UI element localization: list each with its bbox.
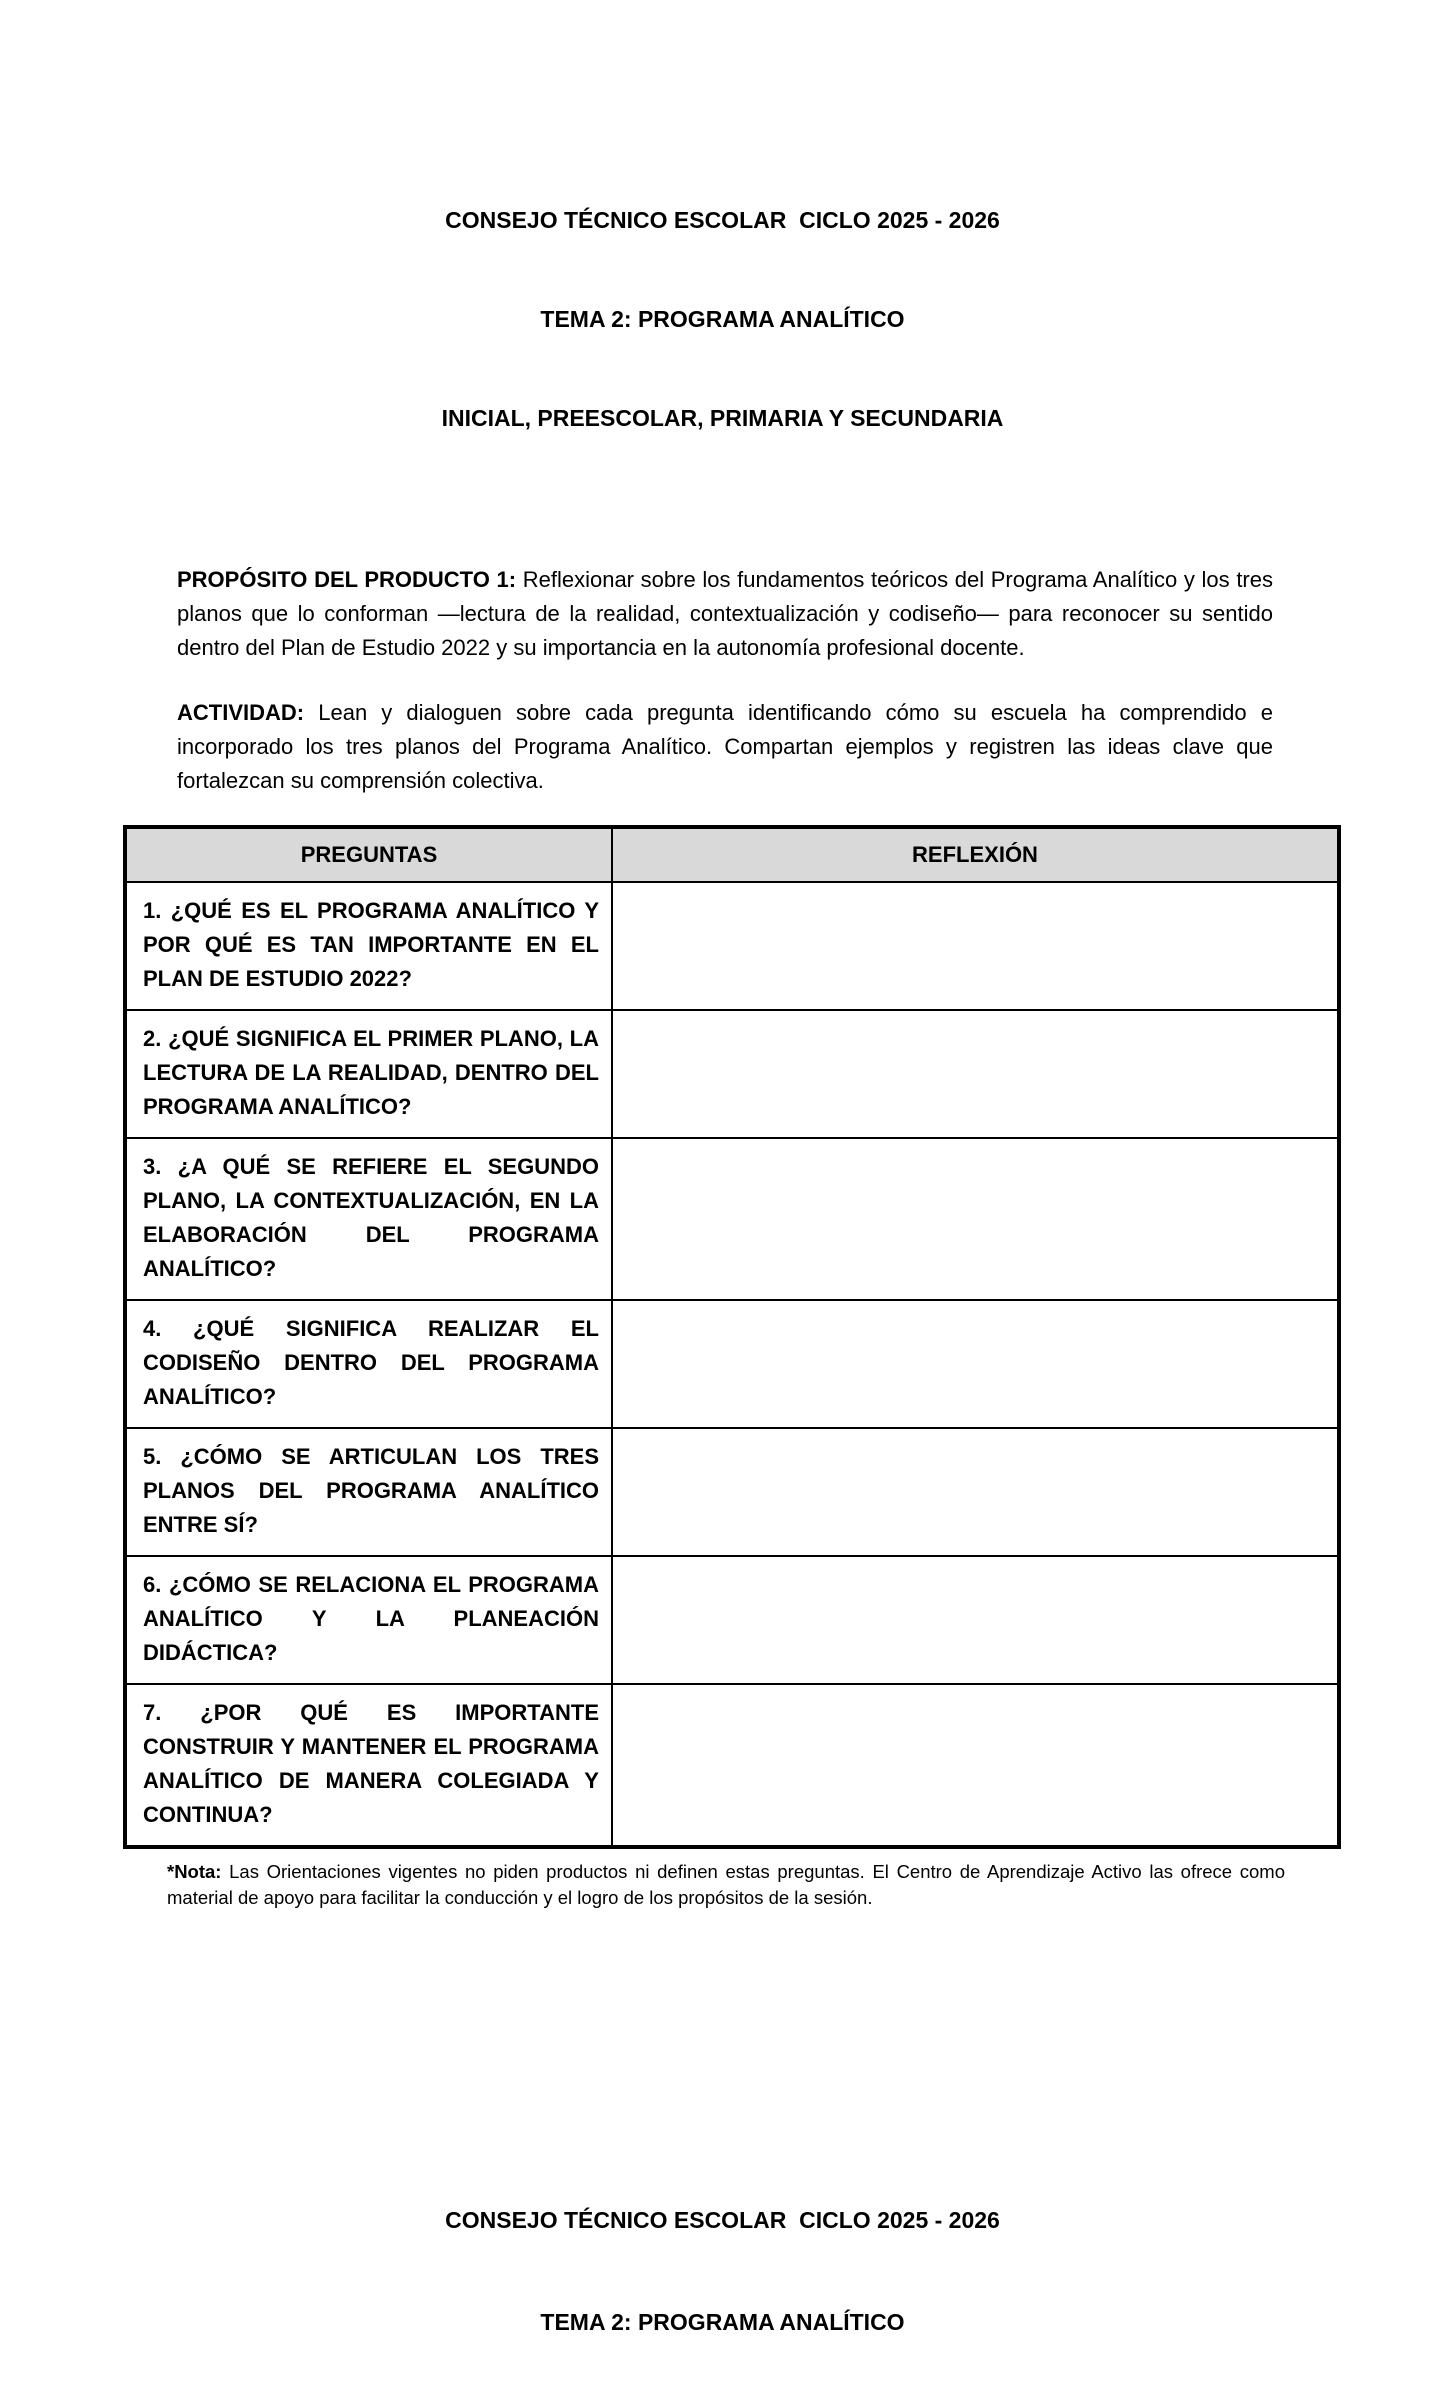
reflexion-cell-4[interactable] [612,1300,1339,1428]
table-row [125,1428,1339,1556]
actividad-label: ACTIVIDAD: [177,700,305,725]
header-title-line-1: CONSEJO TÉCNICO ESCOLAR CICLO 2025 - 2026 [445,207,1000,233]
reflexion-cell-7[interactable] [612,1684,1339,1847]
footnote-text: Las Orientaciones vigentes no piden productos ni definen estas preguntas. El Centro de Aprendizaje Activo las ofrece como material de apoyo para facilitar la conducción y el logro de los propósitos de la sesión. [167,1861,1285,1908]
pregunta-cell-2: 2. ¿QUÉ SIGNIFICA EL PRIMER PLANO, LA LECTURA DE LA REALIDAD, DENTRO DEL PROGRAMA ANALÍTICO? [125,1010,612,1138]
preguntas-reflexion-table [123,825,1341,1849]
reflexion-cell-2[interactable] [612,1010,1339,1138]
pregunta-cell-7: 7. ¿POR QUÉ ES IMPORTANTE CONSTRUIR Y MANTENER EL PROGRAMA ANALÍTICO DE MANERA COLEGIADA Y CONTINUA? [125,1684,612,1847]
table-row [125,1684,1339,1847]
footnote-label: *Nota: [167,1861,222,1882]
actividad-paragraph [177,696,1273,798]
footer-title-line-2: TEMA 2: PROGRAMA ANALÍTICO [540,2309,905,2335]
column-header-preguntas: PREGUNTAS [125,827,612,882]
pregunta-cell-4: 4. ¿QUÉ SIGNIFICA REALIZAR EL CODISEÑO DENTRO DEL PROGRAMA ANALÍTICO? [125,1300,612,1428]
pregunta-cell-1: 1. ¿QUÉ ES EL PROGRAMA ANALÍTICO Y POR QUÉ ES TAN IMPORTANTE EN EL PLAN DE ESTUDIO 2022? [125,882,612,1010]
reflexion-cell-3[interactable] [612,1138,1339,1300]
pregunta-cell-6: 6. ¿CÓMO SE RELACIONA EL PROGRAMA ANALÍTICO Y LA PLANEACIÓN DIDÁCTICA? [125,1556,612,1684]
table-header-row [125,827,1339,882]
reflexion-cell-6[interactable] [612,1556,1339,1684]
table-row [125,1300,1339,1428]
proposito-text: Reflexionar sobre los fundamentos teóricos del Programa Analítico y los tres planos que lo conforman —lectura de la realidad, contextualización y codiseño— para reconocer su sentido dentro del Plan de Estudio 2022 y su importancia en la autonomía profesional docente. [177,567,1273,660]
table-row [125,1556,1339,1684]
table-row [125,882,1339,1010]
proposito-paragraph [177,563,1273,665]
pregunta-cell-3: 3. ¿A QUÉ SE REFIERE EL SEGUNDO PLANO, LA CONTEXTUALIZACIÓN, EN LA ELABORACIÓN DEL PROGRAMA ANALÍTICO? [125,1138,612,1300]
header-title-line-3: INICIAL, PREESCOLAR, PRIMARIA Y SECUNDARIA [441,405,1004,431]
document-footer-title [0,2135,1445,2407]
footer-title-line-1: CONSEJO TÉCNICO ESCOLAR CICLO 2025 - 2026 [445,2207,1000,2233]
footnote [167,1859,1285,1911]
header-title-line-2: TEMA 2: PROGRAMA ANALÍTICO [540,306,905,332]
document-page [0,138,1445,2335]
document-header-title [0,138,1445,501]
proposito-label: PROPÓSITO DEL PRODUCTO 1: [177,567,517,592]
reflexion-cell-5[interactable] [612,1428,1339,1556]
table-row [125,1010,1339,1138]
actividad-text: Lean y dialoguen sobre cada pregunta identificando cómo su escuela ha comprendido e incorporado los tres planos del Programa Analítico. Compartan ejemplos y registren las ideas clave que fortalezcan su comprensión colectiva. [177,700,1273,793]
column-header-reflexion: REFLEXIÓN [612,827,1339,882]
reflexion-cell-1[interactable] [612,882,1339,1010]
table-row [125,1138,1339,1300]
pregunta-cell-5: 5. ¿CÓMO SE ARTICULAN LOS TRES PLANOS DEL PROGRAMA ANALÍTICO ENTRE SÍ? [125,1428,612,1556]
